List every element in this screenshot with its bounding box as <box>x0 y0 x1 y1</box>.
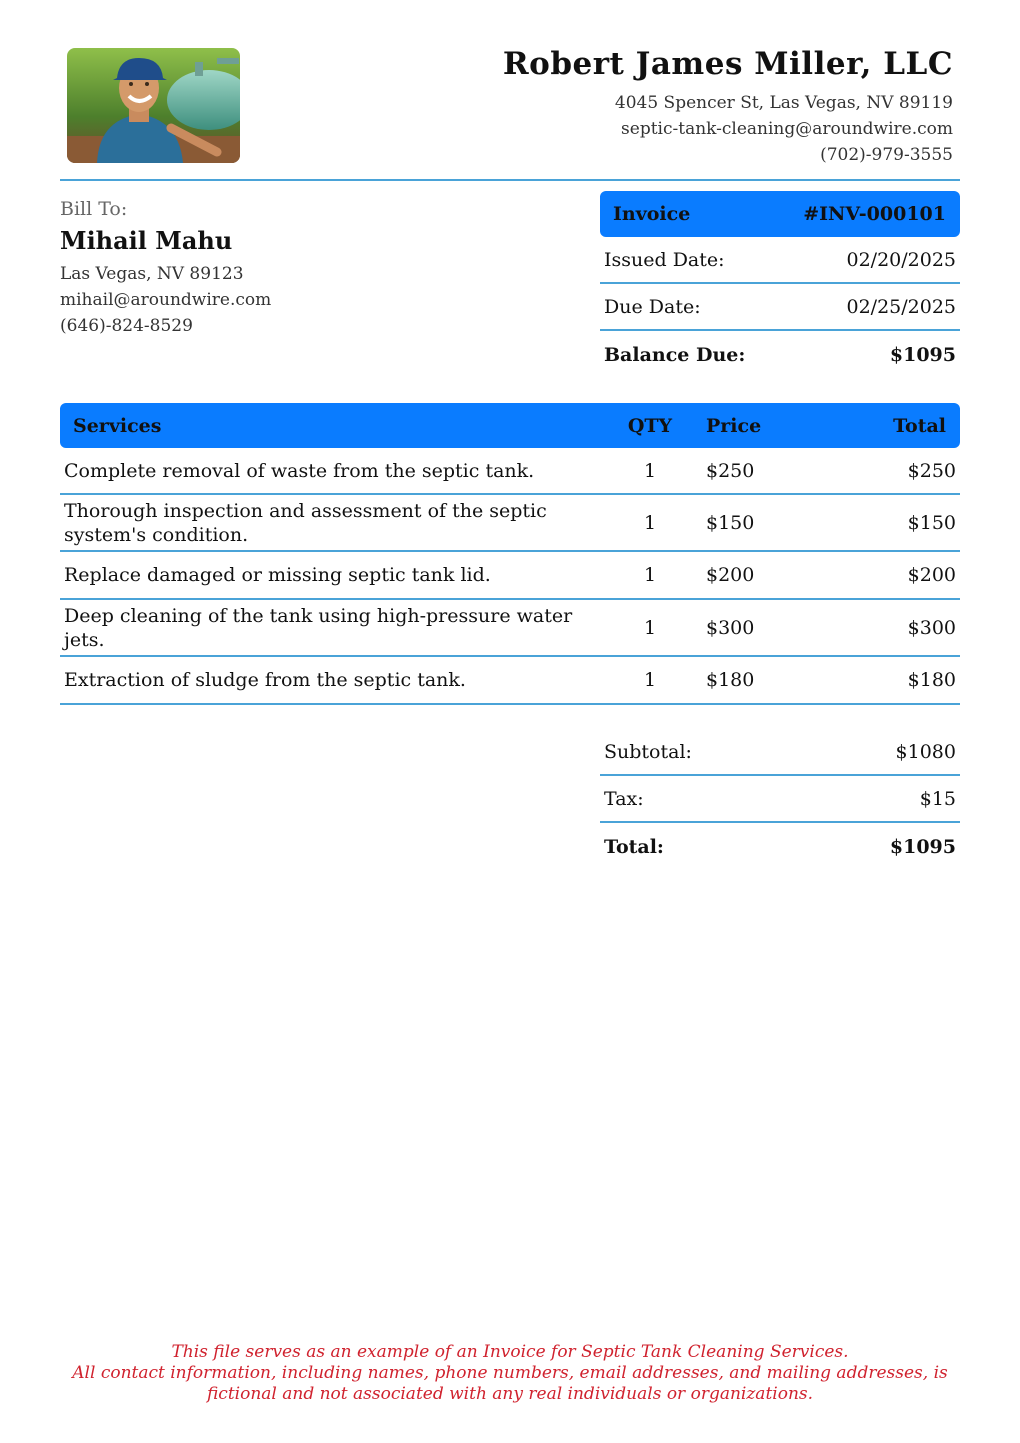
issued-date-value: 02/20/2025 <box>846 248 956 271</box>
col-header-qty: QTY <box>627 414 673 437</box>
disclaimer-line-3: fictional and not associated with any real individuals or organizations. <box>206 1384 814 1404</box>
client-name: Mihail Mahu <box>60 226 233 255</box>
service-qty: 1 <box>643 459 657 482</box>
service-total: $180 <box>907 669 956 691</box>
service-price: $180 <box>706 669 755 691</box>
disclaimer-line-2: All contact information, including names, phone numbers, email addresses, and mailing addresses, is <box>72 1363 948 1383</box>
company-phone[interactable]: (702)-979-3555 <box>820 145 953 165</box>
issued-date-row <box>600 237 960 284</box>
service-total: $300 <box>907 616 956 639</box>
table-row <box>60 495 960 552</box>
bill-to-block <box>60 198 271 339</box>
service-price: $200 <box>706 564 755 586</box>
bill-to-label: Bill To: <box>60 198 128 220</box>
tax-row <box>600 776 960 823</box>
balance-due-label: Balance Due: <box>604 343 746 366</box>
service-qty: 1 <box>643 511 657 534</box>
services-table <box>60 403 960 705</box>
disclaimer-footer <box>0 1342 1020 1405</box>
table-row <box>60 448 960 495</box>
company-info <box>503 46 953 168</box>
service-total: $250 <box>907 459 956 482</box>
service-price: $300 <box>706 616 755 639</box>
service-price: $150 <box>706 511 755 534</box>
due-date-row <box>600 284 960 331</box>
client-phone[interactable]: (646)-824-8529 <box>60 316 193 336</box>
company-photo <box>67 48 240 163</box>
service-qty: 1 <box>643 616 657 639</box>
service-description: Thorough inspection and assessment of the septic system's condition. <box>64 499 547 546</box>
col-header-services: Services <box>73 414 162 437</box>
service-qty: 1 <box>643 564 657 586</box>
company-address: 4045 Spencer St, Las Vegas, NV 89119 <box>614 93 953 113</box>
table-row <box>60 657 960 705</box>
balance-due-value: $1095 <box>889 343 956 366</box>
due-date-label: Due Date: <box>604 295 701 318</box>
total-value: $1095 <box>889 835 956 858</box>
service-qty: 1 <box>643 669 657 691</box>
total-row <box>600 823 960 870</box>
client-email[interactable]: mihail@aroundwire.com <box>60 290 272 310</box>
service-description: Deep cleaning of the tank using high-pressure water jets. <box>64 604 573 651</box>
tax-value: $15 <box>919 787 956 810</box>
issued-date-label: Issued Date: <box>604 248 725 271</box>
client-address: Las Vegas, NV 89123 <box>60 264 244 284</box>
company-email[interactable]: septic-tank-cleaning@aroundwire.com <box>621 119 953 139</box>
subtotal-row <box>600 729 960 776</box>
col-header-price: Price <box>706 414 762 437</box>
invoice-header <box>600 191 960 237</box>
invoice-summary <box>600 191 960 378</box>
invoice-title: Invoice <box>613 203 691 225</box>
table-row <box>60 600 960 657</box>
header-divider <box>60 179 960 181</box>
disclaimer-line-1: This file serves as an example of an Invoice for Septic Tank Cleaning Services. <box>171 1342 849 1362</box>
subtotal-value: $1080 <box>895 740 956 763</box>
table-row <box>60 552 960 600</box>
service-total: $150 <box>907 511 956 534</box>
services-table-header <box>60 403 960 448</box>
service-description: Complete removal of waste from the septic tank. <box>64 459 535 482</box>
balance-due-row <box>600 331 960 378</box>
subtotal-label: Subtotal: <box>604 740 692 763</box>
invoice-number: #INV-000101 <box>803 203 946 225</box>
service-description: Replace damaged or missing septic tank lid. <box>64 564 491 586</box>
service-price: $250 <box>706 459 755 482</box>
totals-block <box>600 729 960 870</box>
due-date-value: 02/25/2025 <box>846 295 956 318</box>
tax-label: Tax: <box>604 787 644 810</box>
col-header-total: Total <box>893 414 946 437</box>
service-description: Extraction of sludge from the septic tank. <box>64 669 466 691</box>
total-label: Total: <box>604 835 664 858</box>
service-total: $200 <box>907 564 956 586</box>
company-name: Robert James Miller, LLC <box>502 46 953 82</box>
